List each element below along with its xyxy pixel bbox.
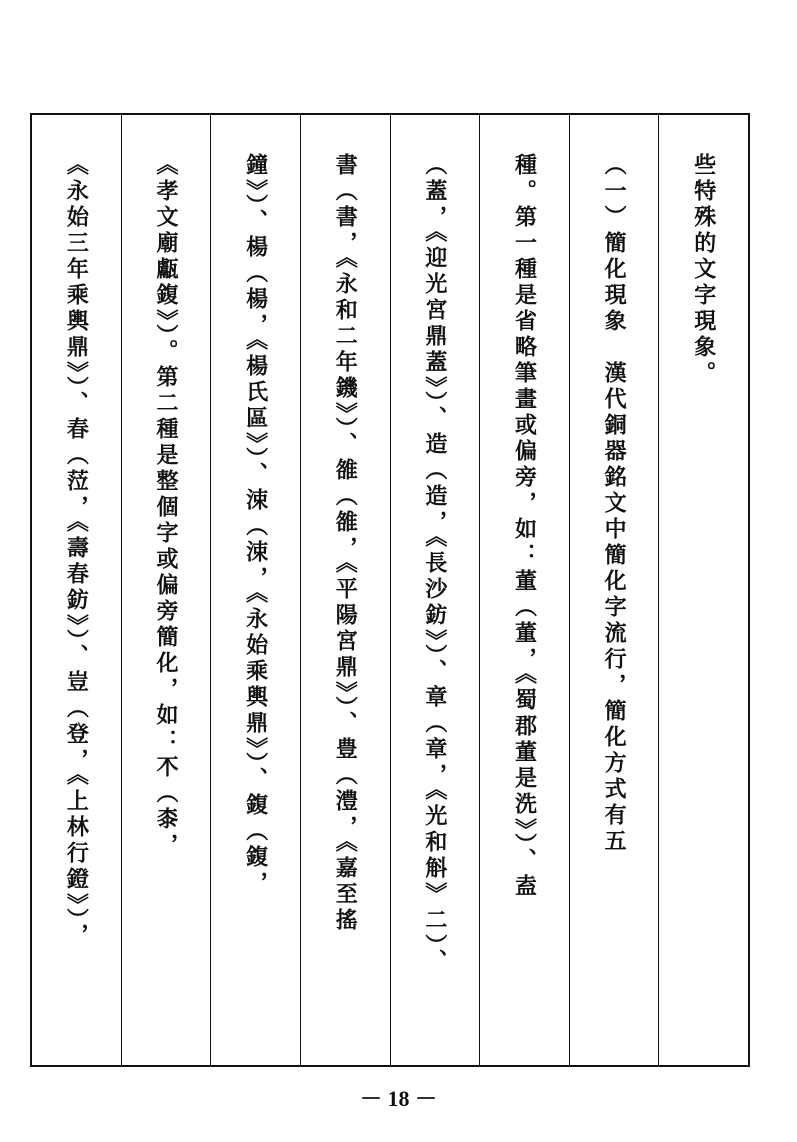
column-text: 些特殊的文字現象。 xyxy=(690,153,717,387)
column-text: 《永始三年乘輿鼎》）、春（𦲷，《壽春鈁》）、豈（登，《上林行鐙》）， xyxy=(63,153,90,949)
text-column xyxy=(210,115,300,1065)
column-text: 《孝文廟甗鍑》）。第二種是整個字或偏旁簡化，如：𣎴（桼， xyxy=(152,153,179,859)
text-column xyxy=(569,115,659,1065)
text-column xyxy=(300,115,390,1065)
page-number: － 18 － xyxy=(359,1086,437,1111)
column-text: （一）簡化現象 漢代銅器銘文中簡化字流行，簡化方式有五 xyxy=(601,153,628,855)
column-text: 鐘》）、楊（楊，《楊氏區》）、涑（涑，《永始乘輿鼎》）、鍑（鍑， xyxy=(242,153,269,897)
column-text: 種。第一種是省略筆畫或偏旁，如：董（董，《蜀郡董是洗》）、盍 xyxy=(511,153,538,900)
text-column xyxy=(658,115,748,1065)
text-column xyxy=(479,115,569,1065)
text-frame xyxy=(30,113,750,1067)
text-column xyxy=(390,115,480,1065)
text-column xyxy=(121,115,211,1065)
column-text: 書（書，《永和二年鐖》）、雒（雒，《平陽宮鼎》）、豊（澧，《嘉至搖 xyxy=(332,153,359,934)
text-column xyxy=(32,115,121,1065)
column-text: （蓋，《迎光宮鼎蓋》）、造（造，《長沙鈁》）、章（章，《光和斛》二）、 xyxy=(421,153,448,975)
